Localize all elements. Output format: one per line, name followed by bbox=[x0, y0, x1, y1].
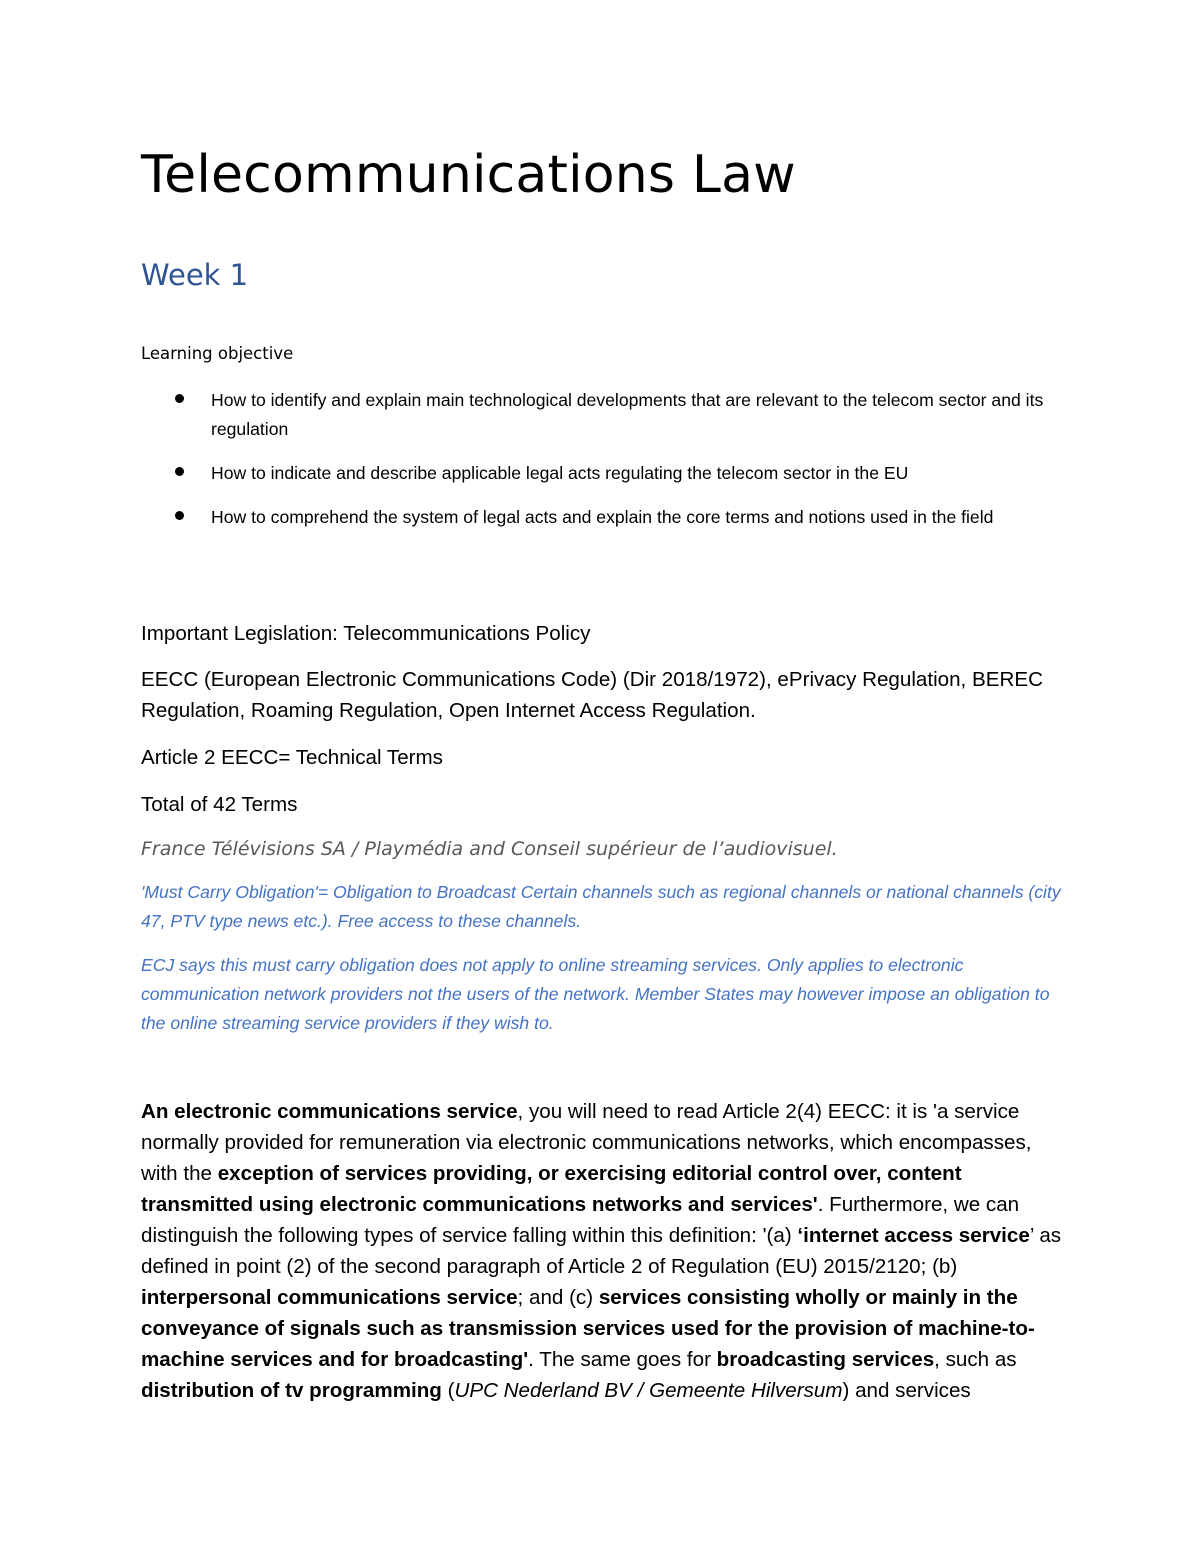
para-text: . Furthermore, we can distinguish the following types of service falling within this definition: '(a) bbox=[141, 1193, 1020, 1247]
objectives-list bbox=[141, 386, 1066, 547]
terms-total: Total of 42 Terms bbox=[141, 793, 298, 816]
para-text: ’ as defined in point (2) of the second paragraph of Article 2 of Regulation (EU) 2015/2120; (b) bbox=[141, 1224, 1062, 1278]
para-text: ; and (c) bbox=[517, 1286, 599, 1309]
bullet-icon bbox=[175, 394, 184, 403]
week-heading: Week 1 bbox=[141, 258, 249, 292]
objective-text: How to comprehend the system of legal acts and explain the core terms and notions used in the field bbox=[211, 507, 994, 527]
term-distribution: distribution of tv programming bbox=[141, 1379, 442, 1402]
document-title: Telecommunications Law bbox=[141, 145, 796, 205]
case-name: France Télévisions SA / Playmédia and Conseil supérieur de l’audiovisuel. bbox=[141, 838, 838, 860]
bullet-icon bbox=[175, 467, 184, 476]
para-text: , you will need to read Article 2(4) EECC: it is 'a service normally provided for remuneration via electronic communications networks, which encompasses, with the bbox=[141, 1100, 1032, 1185]
term-exception: exception of services providing, or exercising editorial control over, content transmitted using electronic communications networks and services' bbox=[141, 1162, 962, 1216]
list-item bbox=[141, 386, 1066, 444]
bullet-icon bbox=[175, 511, 184, 520]
term-internet-access: ‘internet access service bbox=[797, 1224, 1030, 1247]
term-ecs: An electronic communications service bbox=[141, 1100, 518, 1123]
article-line: Article 2 EECC= Technical Terms bbox=[141, 746, 443, 769]
list-item bbox=[141, 503, 1066, 532]
case-reference: UPC Nederland BV / Gemeente Hilversum bbox=[454, 1379, 843, 1402]
legislation-heading: Important Legislation: Telecommunications Policy bbox=[141, 622, 591, 645]
list-item bbox=[141, 459, 1066, 488]
term-conveyance: services consisting wholly or mainly in the conveyance of signals such as transmission services used for the provision of machine-to-machine services and for broadcasting' bbox=[141, 1286, 1035, 1371]
ecj-note: ECJ says this must carry obligation does not apply to online streaming services. Only applies to electronic communication network providers not the users of the network. Member States may however impose an obligation to the online streaming service providers if they wish to. bbox=[141, 955, 1050, 1033]
ecs-definition-paragraph bbox=[141, 1096, 1066, 1406]
para-text: ) and services bbox=[842, 1379, 971, 1402]
para-text: , such as bbox=[934, 1348, 1017, 1371]
objective-text: How to indicate and describe applicable legal acts regulating the telecom sector in the EU bbox=[211, 463, 909, 483]
legislation-list: EECC (European Electronic Communications Code) (Dir 2018/1972), ePrivacy Regulation, BEREC Regulation, Roaming Regulation, Open Internet Access Regulation. bbox=[141, 668, 1043, 722]
term-broadcasting: broadcasting services bbox=[716, 1348, 935, 1371]
must-carry-note: 'Must Carry Obligation'= Obligation to Broadcast Certain channels such as regional channels or national channels (city 47, PTV type news etc.). Free access to these channels. bbox=[141, 882, 1061, 931]
para-text: . The same goes for bbox=[528, 1348, 717, 1371]
term-interpersonal: interpersonal communications service bbox=[141, 1286, 518, 1309]
objective-text: How to identify and explain main technological developments that are relevant to the telecom sector and its regulation bbox=[211, 390, 1044, 439]
learning-objective-label: Learning objective bbox=[141, 344, 294, 363]
para-text: ( bbox=[441, 1379, 455, 1402]
